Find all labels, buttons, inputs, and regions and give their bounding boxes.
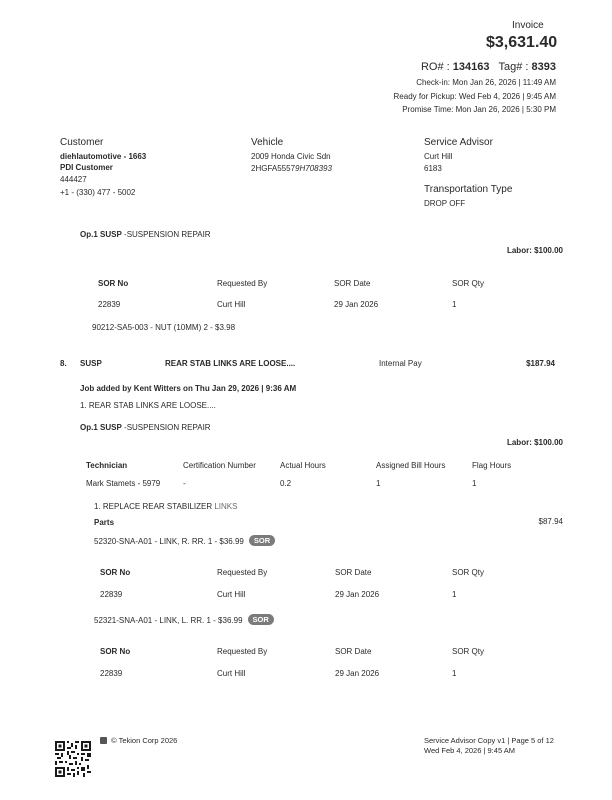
qr-code-icon	[55, 741, 91, 777]
sor-header-qty: SOR Qty	[452, 279, 485, 288]
tech-header-technician: Technician	[86, 461, 128, 470]
tech-certification: -	[183, 479, 186, 488]
customer-name: diehlautomotive - 1663	[60, 152, 147, 161]
tag-label: Tag# :	[498, 61, 529, 73]
part-1-sor-badge: SOR	[249, 535, 275, 546]
part-1-text: 52320-SNA-A01 - LINK, R. RR. 1 - $36.99	[94, 537, 244, 546]
part-line: 90212-SA5-003 - NUT (10MM) 2 - $3.98	[92, 323, 236, 332]
doc-type-label: Invoice	[512, 20, 544, 31]
job-step-label: 1. REPLACE REAR STABILIZER	[94, 502, 213, 511]
part-2-sor-requested-by: Curt Hill	[217, 669, 246, 678]
advisor-heading: Service Advisor	[424, 137, 493, 148]
job-op-description: -SUSPENSION REPAIR	[124, 423, 211, 432]
customer-phone: +1 - (330) 477 - 5002	[60, 188, 136, 197]
job-op-label: Op.1 SUSP	[80, 423, 122, 432]
part-2-sor-header-no: SOR No	[100, 647, 131, 656]
job-amount: $187.94	[526, 359, 555, 368]
tech-header-bill-hours: Assigned Bill Hours	[376, 461, 446, 470]
job-pay-type: Internal Pay	[379, 359, 422, 368]
sor-no: 22839	[98, 300, 121, 309]
part-2-sor-header-qty: SOR Qty	[452, 647, 485, 656]
tech-actual-hours: 0.2	[280, 479, 292, 488]
tech-header-actual-hours: Actual Hours	[280, 461, 326, 470]
sor-requested-by: Curt Hill	[217, 300, 246, 309]
parts-heading: Parts	[94, 518, 115, 527]
part-1-sor-no: 22839	[100, 590, 123, 599]
job-number: 8.	[60, 359, 67, 368]
part-1-sor-header-requested-by: Requested By	[217, 568, 268, 577]
job-op-line	[80, 423, 211, 432]
transport-heading: Transportation Type	[424, 184, 513, 195]
advisor-id: 6183	[424, 164, 442, 173]
ro-label: RO# :	[420, 61, 450, 73]
invoice-total: $3,631.40	[486, 34, 558, 51]
part-1-sor-header-no: SOR No	[100, 568, 131, 577]
part-1-sor-header-qty: SOR Qty	[452, 568, 485, 577]
job-code: SUSP	[80, 359, 102, 368]
part-2-sor-no: 22839	[100, 669, 123, 678]
op-label: Op.1 SUSP	[80, 230, 122, 239]
job-title: REAR STAB LINKS ARE LOOSE....	[165, 359, 296, 368]
part-2-sor-header-date: SOR Date	[335, 647, 372, 656]
ready-for-pickup-time: Ready for Pickup: Wed Feb 4, 2026 | 9:45 AM	[393, 92, 556, 101]
footer-copyright	[100, 736, 177, 745]
job-concern: 1. REAR STAB LINKS ARE LOOSE....	[80, 401, 216, 410]
sor-qty: 1	[452, 300, 457, 309]
vin-prefix: 2HGFA5557	[251, 164, 296, 173]
vehicle-heading: Vehicle	[251, 137, 284, 148]
sor-header-requested-by: Requested By	[217, 279, 268, 288]
footer-copy-info: Service Advisor Copy v1 | Page 5 of 12	[424, 736, 554, 745]
parts-total: $87.94	[538, 517, 563, 526]
part-2-sor-qty: 1	[452, 669, 457, 678]
customer-number: 444427	[60, 175, 87, 184]
vehicle-vin	[251, 164, 332, 173]
tag-number: 8393	[531, 61, 556, 73]
tech-header-certification: Certification Number	[183, 461, 256, 470]
vin-suffix: 9H708393	[295, 164, 332, 173]
op-line-1	[80, 230, 211, 239]
tech-bill-hours: 1	[376, 479, 381, 488]
part-1-line	[94, 535, 275, 546]
copyright-text: © Tekion Corp 2026	[111, 736, 178, 745]
advisor-name: Curt Hill	[424, 152, 453, 161]
footer-printed-date: Wed Feb 4, 2026 | 9:45 AM	[424, 746, 516, 755]
part-1-sor-date: 29 Jan 2026	[335, 590, 380, 599]
part-2-sor-date: 29 Jan 2026	[335, 669, 380, 678]
job-step	[94, 502, 237, 511]
op-description: -SUSPENSION REPAIR	[124, 230, 211, 239]
job-added-by: Job added by Kent Witters on Thu Jan 29, 2026 | 9:36 AM	[80, 384, 297, 393]
tech-header-flag-hours: Flag Hours	[472, 461, 512, 470]
part-1-sor-requested-by: Curt Hill	[217, 590, 246, 599]
customer-type: PDI Customer	[60, 163, 113, 172]
check-in-time: Check-in: Mon Jan 26, 2026 | 11:49 AM	[416, 78, 556, 87]
part-2-sor-header-requested-by: Requested By	[217, 647, 268, 656]
customer-heading: Customer	[60, 137, 104, 148]
job-labor-amount: Labor: $100.00	[506, 438, 563, 447]
sor-date: 29 Jan 2026	[334, 300, 379, 309]
tech-flag-hours: 1	[472, 479, 477, 488]
part-1-sor-qty: 1	[452, 590, 457, 599]
ro-number: 134163	[452, 61, 490, 73]
job-step-link[interactable]: LINKS	[214, 502, 238, 511]
sor-header-no: SOR No	[98, 279, 129, 288]
ro-tag-line	[421, 61, 556, 73]
part-2-sor-badge: SOR	[248, 614, 274, 625]
vehicle-model: 2009 Honda Civic Sdn	[251, 152, 331, 161]
tekion-logo-icon	[100, 737, 107, 744]
sor-header-date: SOR Date	[334, 279, 371, 288]
transport-value: DROP OFF	[424, 199, 466, 208]
part-1-sor-header-date: SOR Date	[335, 568, 372, 577]
promise-time: Promise Time: Mon Jan 26, 2026 | 5:30 PM	[402, 105, 556, 114]
labor-amount: Labor: $100.00	[506, 246, 563, 255]
part-2-line	[94, 614, 274, 625]
tech-name: Mark Stamets - 5979	[86, 479, 161, 488]
part-2-text: 52321-SNA-A01 - LINK, L. RR. 1 - $36.99	[94, 616, 243, 625]
